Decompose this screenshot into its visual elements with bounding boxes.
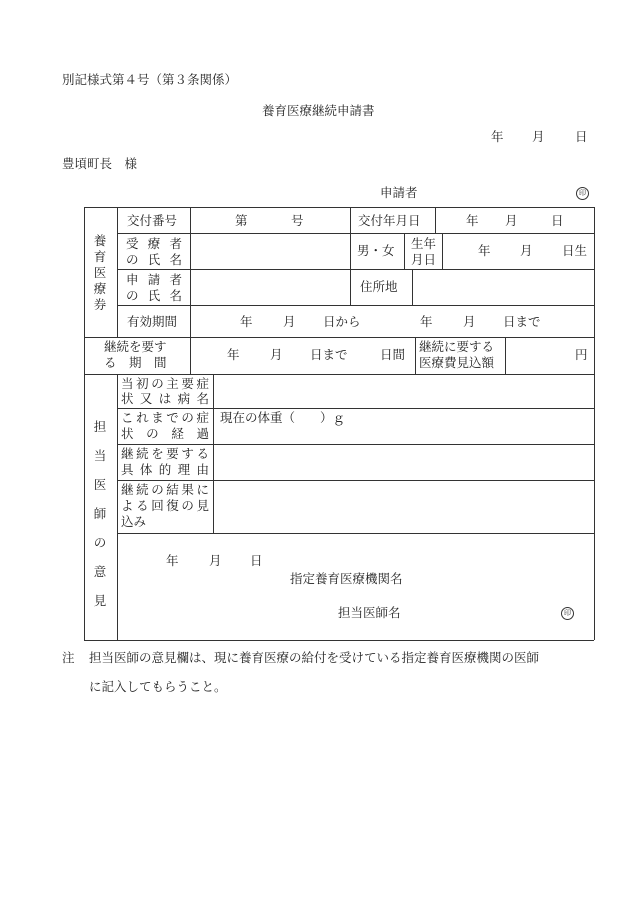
validity-to-day: 日まで (503, 314, 541, 329)
opinion-date-year: 年 (166, 553, 179, 568)
current-weight-field: 現在の体重（ ）ｇ (220, 410, 346, 425)
form-id: 別記様式第４号（第３条関係） (62, 72, 238, 87)
date-month: 月 (532, 129, 545, 144)
date-year: 年 (491, 129, 504, 144)
birth-year: 年 (478, 243, 491, 258)
period-days: 日間 (380, 347, 406, 362)
institution-label: 指定養育医療機関名 (290, 571, 403, 586)
medical-ticket-section-label: 養育医療券 (93, 233, 107, 312)
period-month: 月 (270, 347, 283, 362)
validity-to-year: 年 (420, 314, 433, 329)
issue-number-prefix: 第 (235, 213, 248, 228)
initial-symptoms-label-2: 状又は病名 (121, 391, 209, 406)
doctor-seal-icon: 印 (561, 607, 574, 620)
note-mark: 注 (62, 650, 75, 665)
issue-number-label: 交付番号 (127, 213, 178, 228)
cost-label-1: 継続に要する (419, 339, 495, 354)
applicant-name-label-2: の 氏 名 (126, 288, 182, 303)
issue-date-month: 月 (505, 213, 518, 228)
period-until: 日まで (310, 347, 348, 362)
symptom-progress-label-2: 状の経過 (121, 426, 209, 441)
validity-label: 有効期間 (127, 314, 178, 329)
date-day: 日 (575, 129, 588, 144)
validity-from-year: 年 (240, 314, 253, 329)
validity-from-month: 月 (283, 314, 296, 329)
opinion-date-day: 日 (250, 553, 263, 568)
reason-label-1: 継続を要する (121, 446, 209, 461)
initial-symptoms-label-1: 当初の主要症 (121, 376, 209, 391)
issue-number-suffix: 号 (291, 213, 304, 228)
birth-day: 日生 (562, 243, 588, 258)
recovery-outlook-label-3: 込み (121, 514, 147, 529)
reason-label-2: 具体的理由 (121, 462, 209, 477)
applicant-label: 申請者 (380, 185, 418, 200)
recipient-name-label-2: の 氏 名 (126, 252, 182, 267)
page-title: 養育医療継続申請書 (262, 103, 375, 118)
issue-date-year: 年 (466, 213, 479, 228)
doctor-name-label: 担当医師名 (338, 605, 401, 620)
validity-from-day: 日から (323, 314, 361, 329)
issue-date-label: 交付年月日 (358, 213, 421, 228)
address-label: 住所地 (360, 279, 398, 294)
recovery-outlook-label-1: 継続の結果に (121, 482, 209, 497)
gender-field: 男・女 (357, 243, 395, 258)
continuation-period-label-2: る 期 間 (104, 355, 167, 370)
symptom-progress-label-1: これまでの症 (121, 410, 209, 425)
issue-date-day: 日 (551, 213, 564, 228)
validity-to-month: 月 (463, 314, 476, 329)
cost-label-2: 医療費見込額 (419, 355, 495, 370)
period-year: 年 (227, 347, 240, 362)
addressee: 豊頃町長 様 (62, 156, 138, 171)
recovery-outlook-label-2: よる回復の見 (121, 498, 209, 513)
cost-unit: 円 (575, 347, 588, 362)
birth-month: 月 (520, 243, 533, 258)
continuation-period-label-1: 継続を要す (104, 339, 167, 354)
note-line-2: に記入してもらうこと。 (89, 679, 227, 694)
note-line-1: 担当医師の意見欄は、現に養育医療の給付を受けている指定養育医療機関の医師 (89, 650, 540, 665)
birth-label-2: 月日 (411, 252, 437, 267)
birth-label-1: 生年 (411, 236, 437, 251)
recipient-name-label-1: 受 療 者 (126, 236, 182, 251)
opinion-date-month: 月 (209, 553, 222, 568)
applicant-seal-icon: 印 (576, 187, 589, 200)
doctor-opinion-section-label: 担当医師の意見 (93, 419, 107, 608)
applicant-name-label-1: 申 請 者 (126, 272, 182, 287)
